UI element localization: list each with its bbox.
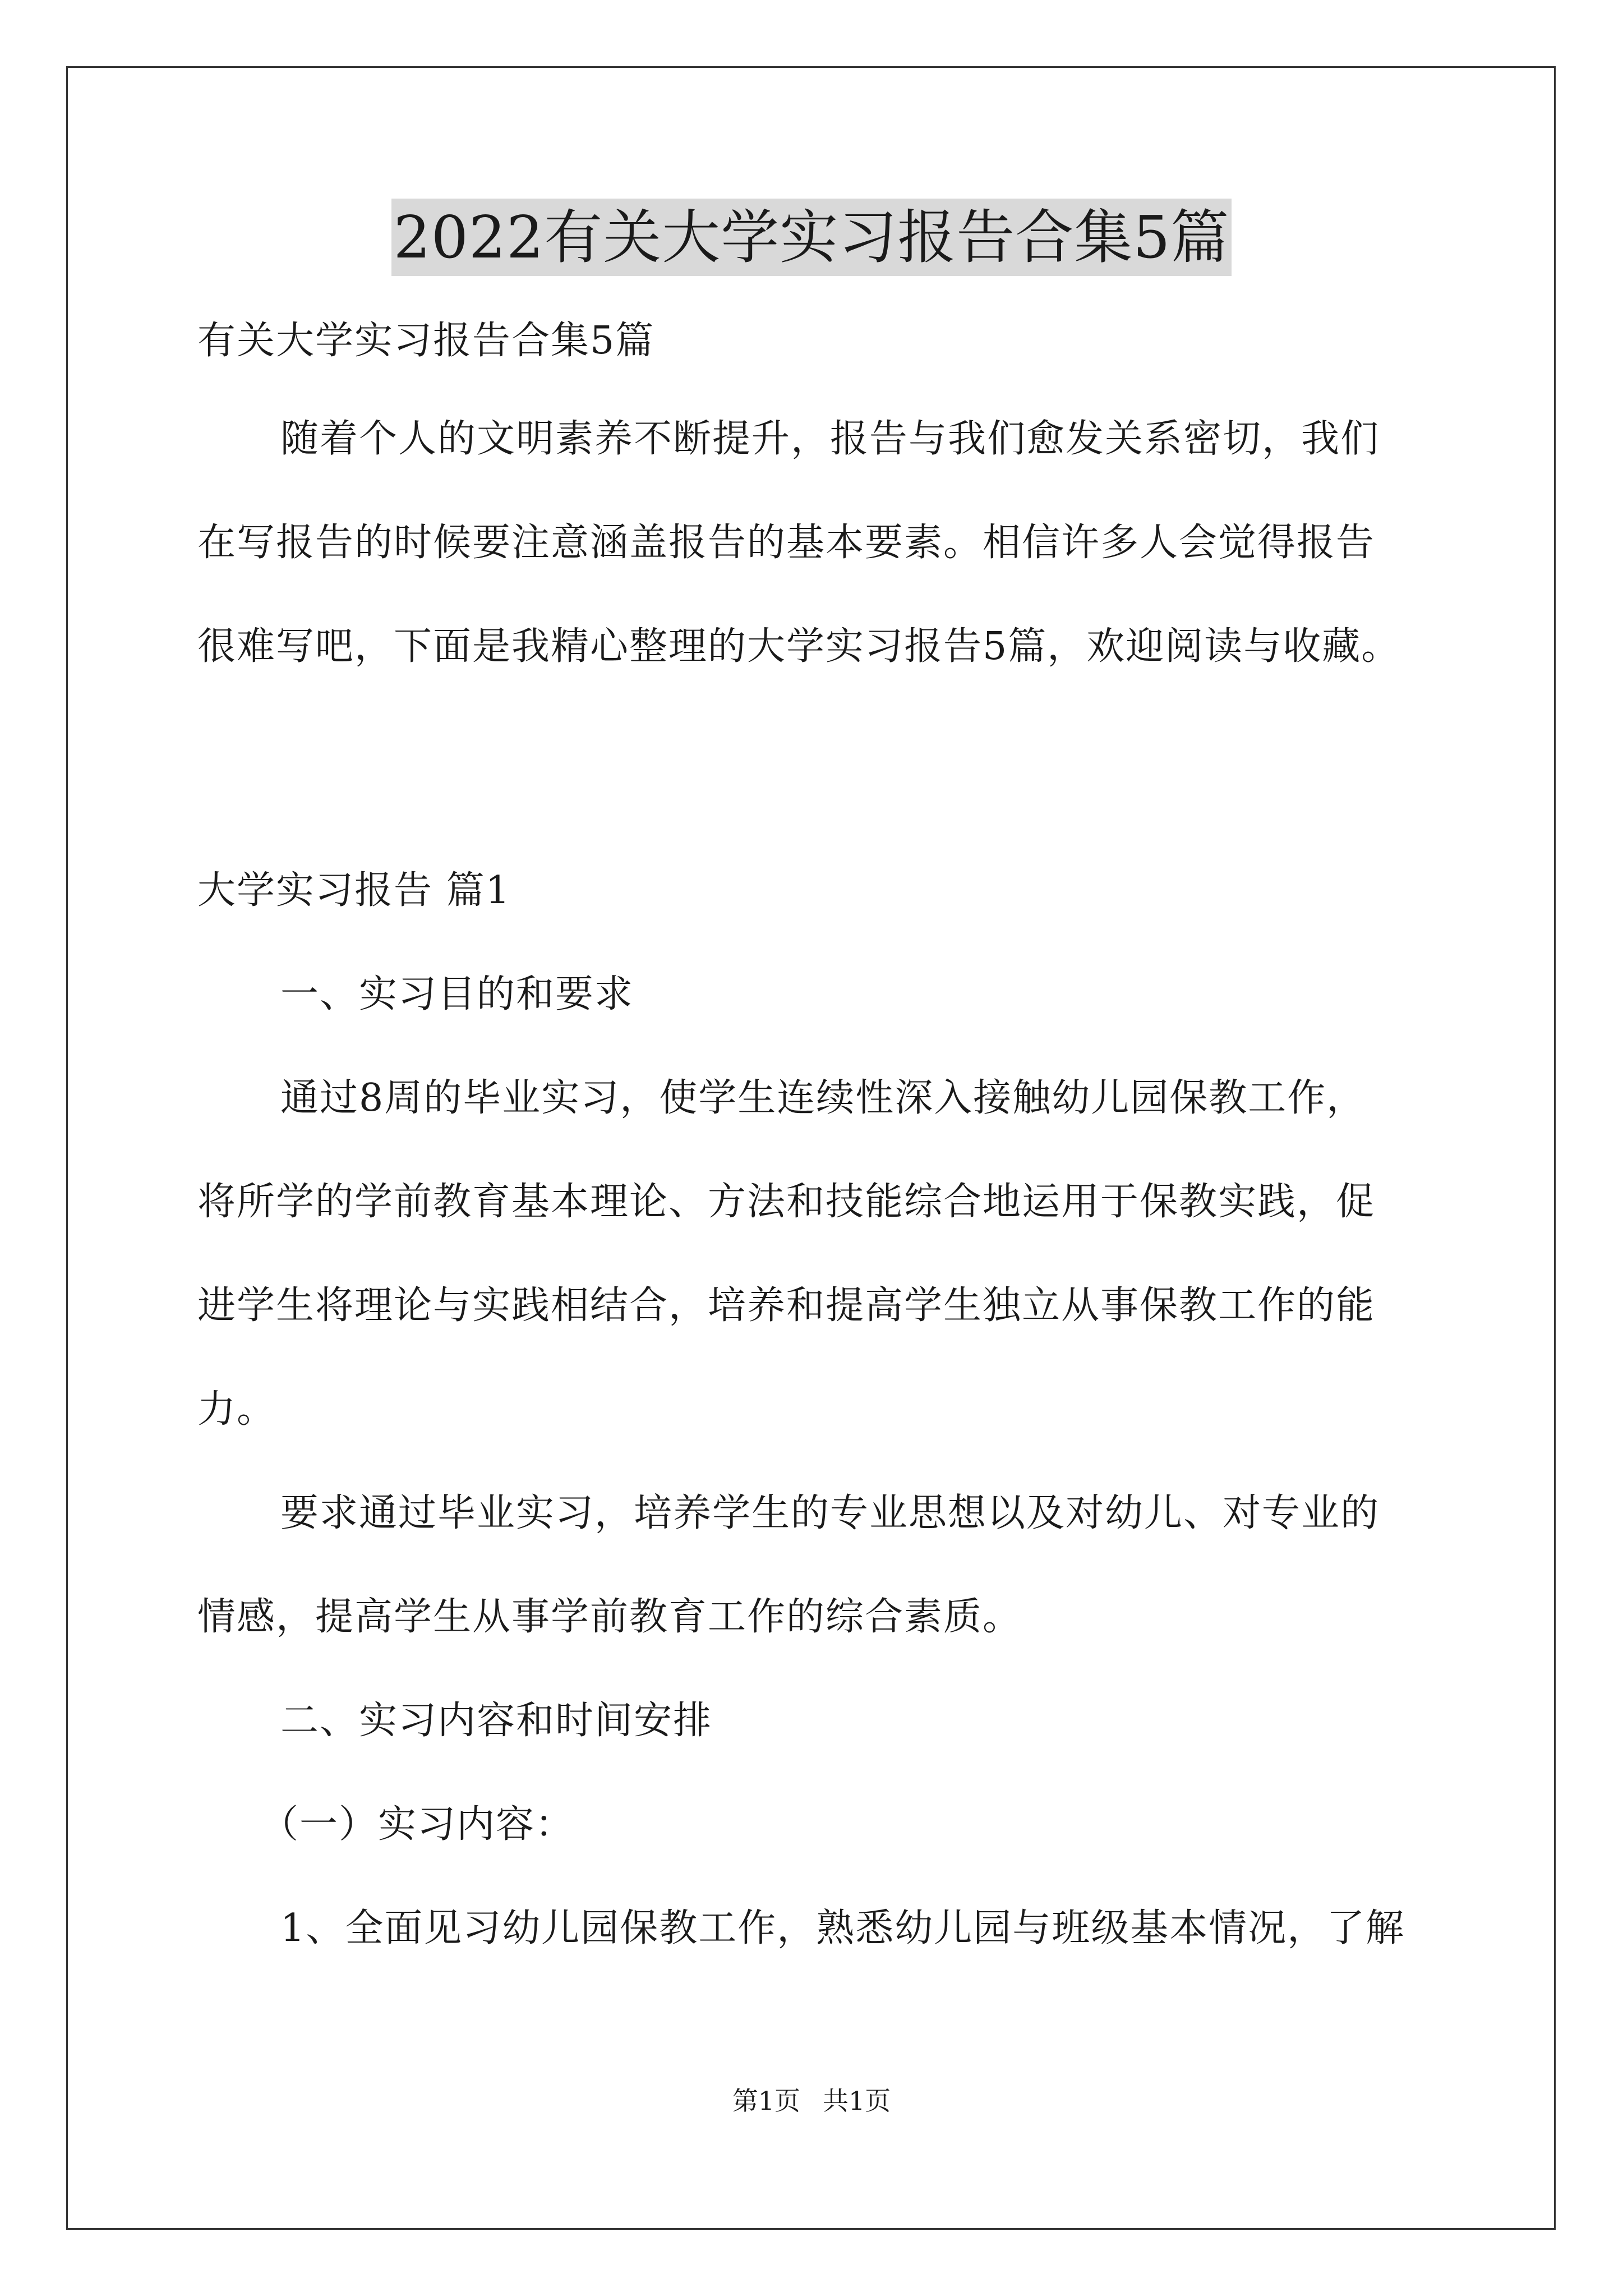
title-container bbox=[0, 199, 1623, 276]
intro-line-3: 很难写吧，下面是我精心整理的大学实习报告5篇，欢迎阅读与收藏。 bbox=[197, 624, 1401, 669]
page-footer bbox=[0, 2084, 1623, 2118]
page-number: 第1页 bbox=[732, 2086, 800, 2116]
sub-heading: （一）实习内容： bbox=[260, 1802, 575, 1847]
list-item-1: 1、全面见习幼儿园保教工作，熟悉幼儿园与班级基本情况，了解 bbox=[280, 1906, 1405, 1950]
intro-line-2: 在写报告的时候要注意涵盖报告的基本要素。相信许多人会觉得报告 bbox=[197, 521, 1376, 565]
para1-line-3: 进学生将理论与实践相结合，培养和提高学生独立从事保教工作的能 bbox=[197, 1283, 1376, 1328]
section-heading: 大学实习报告 篇1 bbox=[197, 868, 511, 913]
heading-content: 二、实习内容和时间安排 bbox=[280, 1699, 713, 1743]
para1-line-2: 将所学的学前教育基本理论、方法和技能综合地运用于保教实践，促 bbox=[197, 1180, 1376, 1224]
page-total: 共1页 bbox=[823, 2086, 891, 2116]
intro-line-1: 随着个人的文明素养不断提升，报告与我们愈发关系密切，我们 bbox=[280, 417, 1380, 461]
para2-line-2: 情感，提高学生从事学前教育工作的综合素质。 bbox=[197, 1595, 1022, 1639]
para2-line-1: 要求通过毕业实习，培养学生的专业思想以及对幼儿、对专业的 bbox=[280, 1491, 1380, 1535]
heading-purpose: 一、实习目的和要求 bbox=[280, 972, 634, 1016]
document-subtitle: 有关大学实习报告合集5篇 bbox=[197, 319, 655, 363]
document-title: 2022有关大学实习报告合集5篇 bbox=[391, 199, 1232, 276]
para1-line-1: 通过8周的毕业实习，使学生连续性深入接触幼儿园保教工作， bbox=[280, 1076, 1366, 1120]
para1-line-4: 力。 bbox=[197, 1387, 276, 1432]
